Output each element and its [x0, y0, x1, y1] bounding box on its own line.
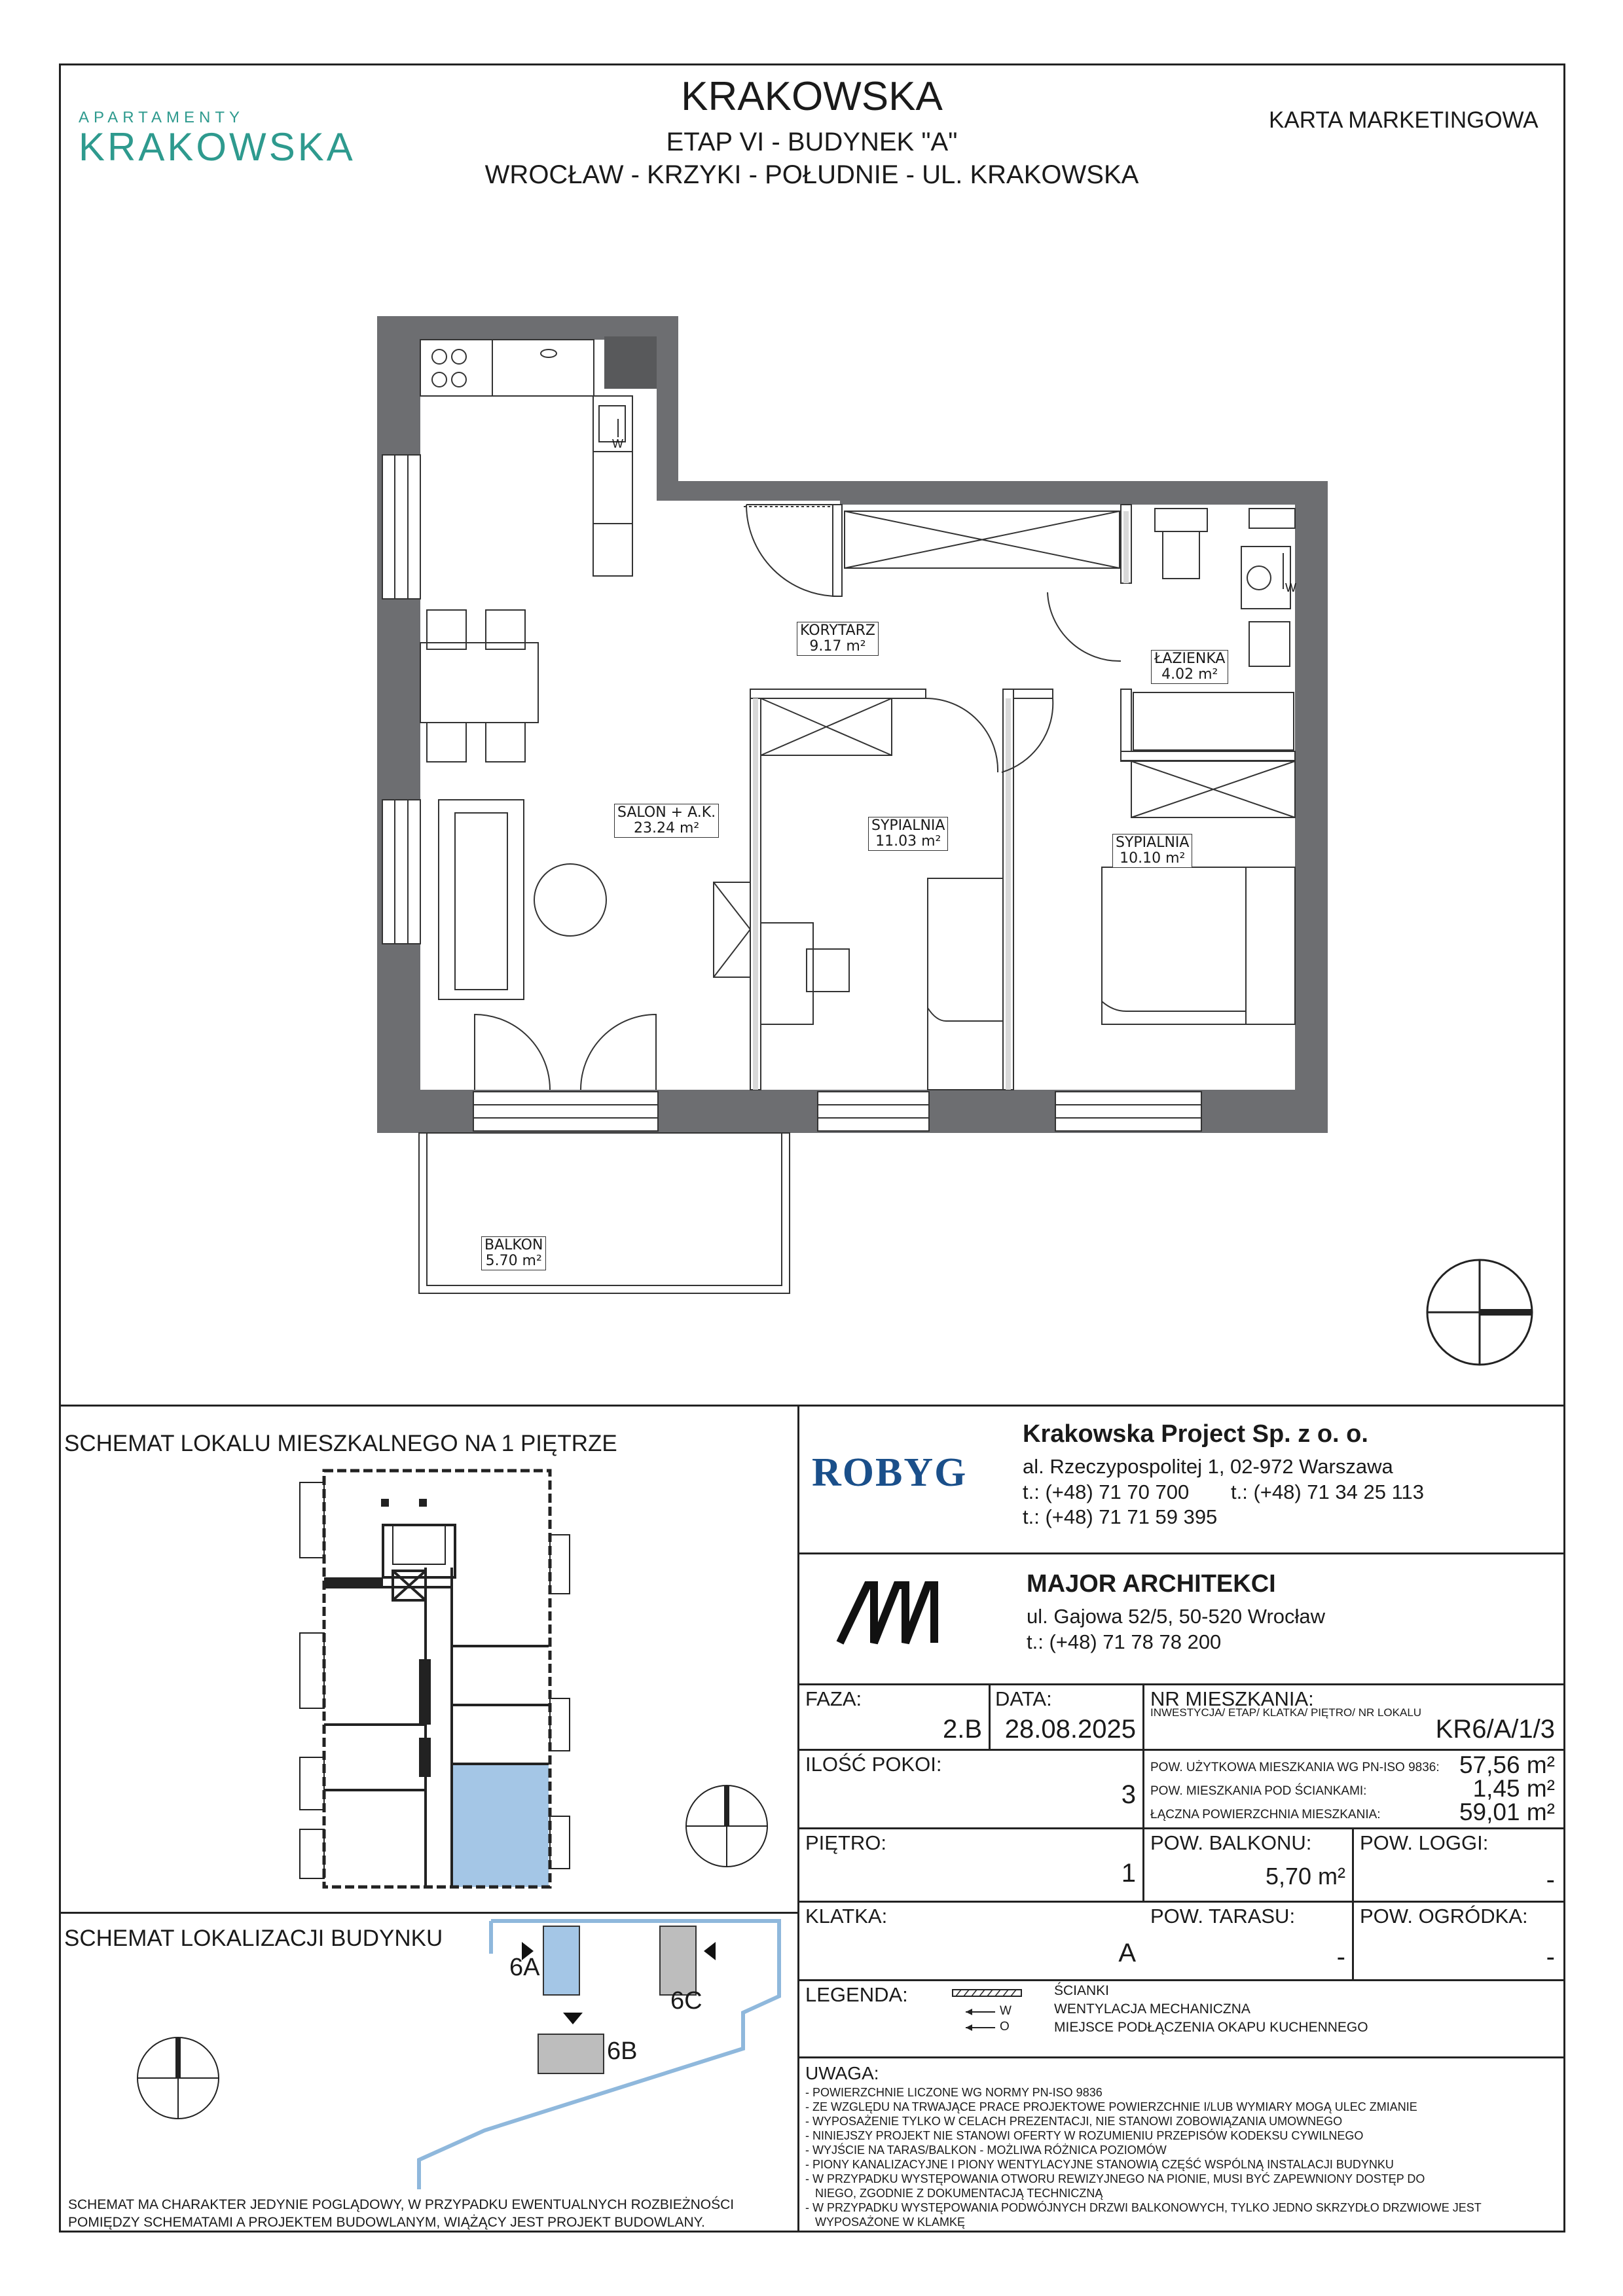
highlighted-unit — [452, 1764, 549, 1887]
building-6a — [543, 1926, 579, 1995]
room-area: 23.24 m² — [633, 820, 700, 836]
area1-label: POW. UŻYTKOWA MIESZKANIA WG PN-ISO 9836: — [1150, 1761, 1440, 1774]
loggia-label: POW. LOGGI: — [1360, 1831, 1489, 1854]
taras-value: - — [1336, 1943, 1345, 1971]
developer-phone-2: t.: (+48) 71 34 25 113 — [1231, 1480, 1424, 1503]
building-schematic-title: SCHEMAT LOKALIZACJI BUDYNKU — [64, 1926, 443, 1951]
disclaimer-line-1: SCHEMAT MA CHARAKTER JEDYNIE POGLĄDOWY, W PRZYPADKU EWENTUALNYCH ROZBIEŻNOŚCI — [68, 2197, 735, 2212]
grid-line — [1352, 1827, 1354, 1979]
room-name: KORYTARZ — [800, 622, 875, 639]
ogrodek-label: POW. OGRÓDKA: — [1360, 1905, 1528, 1928]
legend-o: O — [1000, 2020, 1010, 2034]
room-label-korytarz — [797, 622, 879, 656]
grid-line — [1142, 1749, 1144, 1901]
note-line: - NINIEJSZY PROJEKT NIE STANOWI OFERTY W ROZUMIENIU PRZEPISÓW KODEKSU CYWILNEGO — [805, 2129, 1364, 2142]
divider-arch — [797, 1683, 1565, 1685]
loggia-value: - — [1546, 1865, 1555, 1894]
brand-logo: KRAKOWSKA — [79, 125, 356, 169]
vent-letter-kitchen: W — [612, 437, 623, 450]
balkon-value: 5,70 m² — [1265, 1863, 1345, 1890]
pokoje-label: ILOŚĆ POKOI: — [805, 1753, 942, 1776]
area2-label: POW. MIESZKANIA POD ŚCIANKAMI: — [1150, 1784, 1367, 1798]
room-name: SYPIALNIA — [871, 817, 945, 834]
developer-name: Krakowska Project Sp. z o. o. — [1023, 1420, 1368, 1448]
notes-label: UWAGA: — [805, 2063, 879, 2083]
data-value: 28.08.2025 — [1004, 1715, 1136, 1744]
legend-item-wentylacja: WENTYLACJA MECHANICZNA — [1054, 2001, 1250, 2017]
faza-label: FAZA: — [805, 1687, 862, 1710]
room-label-salon — [614, 804, 719, 838]
grid-line — [797, 1979, 1565, 1981]
nr-sublabel: INWESTYCJA/ ETAP/ KLATKA/ PIĘTRO/ NR LOKALU — [1150, 1706, 1422, 1719]
grid-line — [797, 1901, 1565, 1903]
pietro-label: PIĘTRO: — [805, 1831, 887, 1854]
pietro-value: 1 — [1121, 1859, 1136, 1888]
note-line: - PIONY KANALIZACYJNE I PIONY WENTYLACYJNE STANOWIĄ CZĘŚĆ WSPÓLNĄ INSTALACJI BUDYNKU — [805, 2158, 1394, 2171]
room-area: 9.17 m² — [809, 638, 866, 655]
legend-item-okap: MIEJSCE PODŁĄCZENIA OKAPU KUCHENNEGO — [1054, 2020, 1368, 2035]
klatka-label: KLATKA: — [805, 1905, 888, 1928]
page-location: WROCŁAW - KRZYKI - POŁUDNIE - UL. KRAKOWSKA — [484, 160, 1139, 189]
nr-label: NR MIESZKANIA: — [1150, 1687, 1314, 1710]
developer-phone-3: t.: (+48) 71 71 59 395 — [1023, 1505, 1218, 1528]
divider-left — [59, 1912, 797, 1914]
note-line: - ZE WZGLĘDU NA TRWAJĄCE PRACE PROJEKTOWE POWIERZCHNIE I/LUB WYMIARY MOGĄ ULEC ZMIANIE — [805, 2100, 1417, 2113]
north-arrow-icon — [1427, 1260, 1532, 1365]
compass-site-icon — [137, 2037, 219, 2119]
room-area: 5.70 m² — [485, 1253, 542, 1269]
nr-value: KR6/A/1/3 — [1435, 1715, 1555, 1744]
developer-address: al. Rzeczypospolitej 1, 02-972 Warszawa — [1023, 1455, 1393, 1478]
room-label-sypialnia-1 — [868, 817, 948, 851]
note-line: - W PRZYPADKU WYSTĘPOWANIA OTWORU REWIZYJNEGO NA PIONIE, MUSI BYĆ ZAPEWNIONY DOSTĘP DO — [805, 2172, 1425, 2185]
divider-center — [797, 1405, 799, 2233]
walls — [377, 316, 1328, 1133]
architect-phone: t.: (+48) 71 78 78 200 — [1027, 1630, 1222, 1653]
major-architekci-logo — [835, 1577, 953, 1649]
room-area: 4.02 m² — [1161, 666, 1218, 683]
taras-label: POW. TARASU: — [1150, 1905, 1296, 1928]
compass-small-icon — [684, 1784, 769, 1869]
page-subtitle: ETAP VI - BUDYNEK "A" — [666, 128, 958, 156]
note-line: - WYPOSAŻENIE TYLKO W CELACH PREZENTACJI, NIE STANOWI ZOBOWIĄZANIA UMOWNEGO — [805, 2115, 1343, 2128]
room-name: BALKON — [484, 1237, 543, 1253]
pokoje-value: 3 — [1121, 1780, 1136, 1809]
room-label-balkon — [481, 1236, 546, 1270]
site-schematic — [131, 1914, 792, 2189]
legend-item-scianki: ŚCIANKI — [1054, 1983, 1110, 1998]
architect-address: ul. Gajowa 52/5, 50-520 Wrocław — [1027, 1605, 1326, 1628]
arrow-6c-icon — [704, 1942, 716, 1960]
data-label: DATA: — [995, 1687, 1052, 1710]
grid-line — [797, 2056, 1565, 2058]
note-line: - WYJŚCIE NA TARAS/BALKON - MOŻLIWA RÓŻNICA POZIOMÓW — [805, 2144, 1167, 2157]
legend-label: LEGENDA: — [805, 1983, 908, 2006]
ogrodek-value: - — [1546, 1943, 1555, 1971]
label-6b: 6B — [607, 2037, 638, 2065]
divider-dev — [797, 1552, 1565, 1554]
card-type: KARTA MARKETINGOWA — [1269, 107, 1539, 133]
legend-w: W — [1000, 2004, 1012, 2018]
legend-symbols — [949, 1984, 1041, 2037]
area3-label: ŁĄCZNA POWIERZCHNIA MIESZKANIA: — [1150, 1808, 1381, 1821]
grid-line — [989, 1683, 991, 1749]
floor-schematic — [288, 1463, 589, 1895]
room-name: SYPIALNIA — [1116, 834, 1190, 851]
area3-value: 59,01 m² — [1459, 1799, 1555, 1825]
arrow-6b-icon — [563, 2013, 583, 2024]
page-title: KRAKOWSKA — [681, 74, 943, 119]
note-line: NIEGO, ZGODNIE Z DOKUMENTACJĄ TECHNICZNĄ — [805, 2187, 1103, 2200]
room-name: ŁAZIENKA — [1154, 651, 1226, 667]
building-6c — [660, 1926, 696, 1995]
label-6c: 6C — [670, 1987, 702, 2015]
room-name: SALON + A.K. — [617, 804, 716, 821]
vent-letter-bathroom: W — [1285, 581, 1296, 594]
architect-name: MAJOR ARCHITEKCI — [1027, 1570, 1276, 1598]
note-line: - POWIERZCHNIE LICZONE WG NORMY PN-ISO 9836 — [805, 2086, 1103, 2099]
area1-value: 57,56 m² — [1459, 1751, 1555, 1778]
developer-phone-1: t.: (+48) 71 70 700 — [1023, 1480, 1190, 1503]
faza-value: 2.B — [942, 1715, 982, 1744]
grid-line — [1142, 1683, 1144, 1749]
note-line: WYPOSAŻONE W KLAMKĘ — [805, 2215, 966, 2229]
notes-list — [805, 2085, 1558, 2229]
floor-schematic-title: SCHEMAT LOKALU MIESZKALNEGO NA 1 PIĘTRZE — [64, 1431, 617, 1456]
brand-top: APARTAMENTY — [79, 109, 245, 126]
note-line: - W PRZYPADKU WYSTĘPOWANIA PODWÓJNYCH DRZWI BALKONOWYCH, TYLKO JEDNO SKRZYDŁO DRZWIOWE JEST — [805, 2201, 1482, 2214]
klatka-value: A — [1118, 1939, 1136, 1967]
label-6a: 6A — [509, 1954, 540, 1981]
room-area: 11.03 m² — [875, 833, 941, 850]
area2-value: 1,45 m² — [1472, 1775, 1555, 1802]
robyg-logo: ROBYG — [812, 1450, 968, 1495]
disclaimer-line-2: POMIĘDZY SCHEMATAMI A PROJEKTEM BUDOWLANYM, WIĄŻĄCY JEST PROJEKT BUDOWLANY. — [68, 2215, 705, 2230]
room-label-lazienka — [1151, 650, 1228, 684]
grid-line — [797, 1749, 1565, 1751]
balkon-label: POW. BALKONU: — [1150, 1831, 1312, 1854]
divider-plan-bottom — [59, 1405, 1565, 1407]
room-label-sypialnia-2 — [1112, 834, 1192, 868]
grid-line — [797, 1827, 1565, 1829]
building-6b — [538, 2034, 604, 2073]
room-area: 10.10 m² — [1120, 850, 1186, 867]
